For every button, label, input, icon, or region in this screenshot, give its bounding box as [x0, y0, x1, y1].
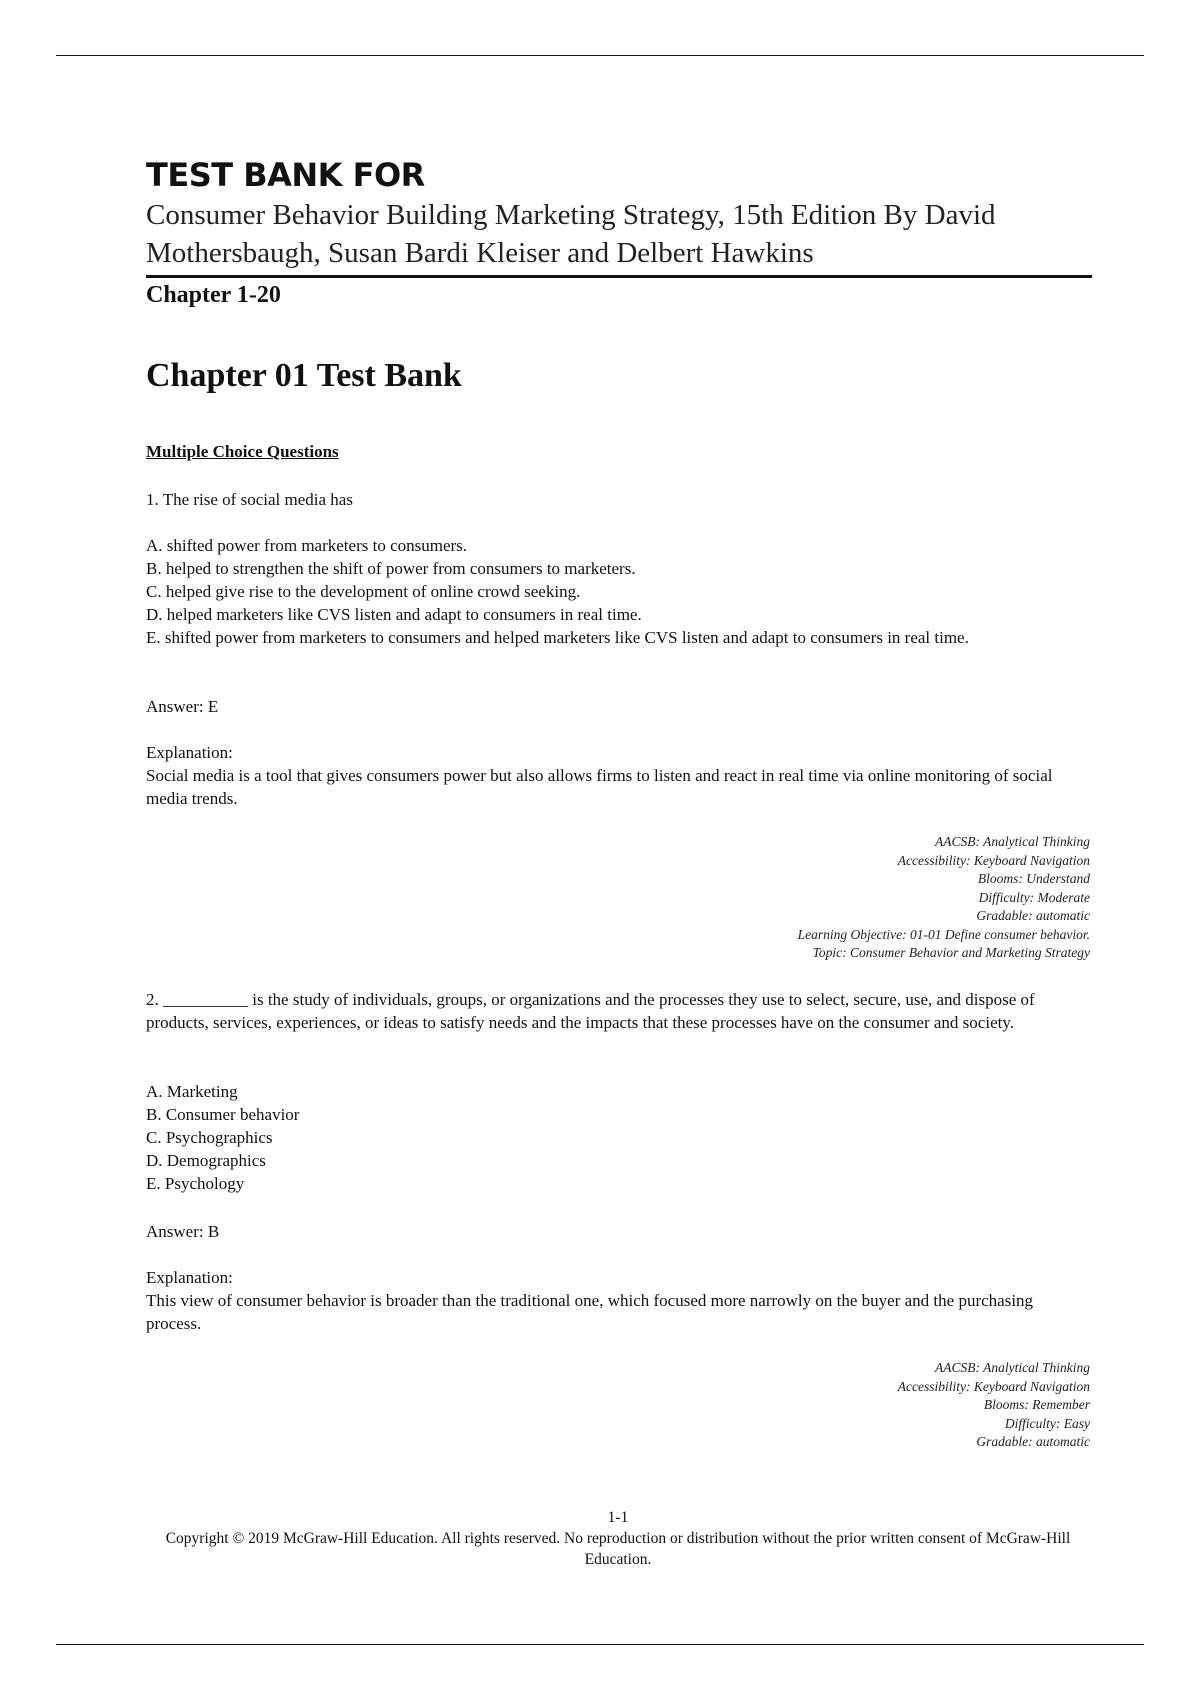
- meta-blooms: Blooms: Remember: [983, 1397, 1090, 1412]
- meta-difficulty: Difficulty: Easy: [1004, 1415, 1090, 1431]
- section-heading: Multiple Choice Questions: [146, 442, 339, 461]
- choice-a: A. shifted power from marketers to consumers.: [146, 536, 468, 555]
- book-title: Consumer Behavior Building Marketing Strategy, 15th Edition By David Mothersbaugh, Susan Bardi Kleiser and Delbert Hawkins: [146, 199, 996, 269]
- question-2-meta: [146, 1359, 1090, 1452]
- answer-text: Answer: E: [146, 697, 219, 716]
- question-2-explanation: [146, 1266, 1090, 1335]
- meta-learning-objective: Learning Objective: 01-01 Define consumer behavior.: [797, 926, 1090, 942]
- question-1: [146, 488, 1090, 511]
- explanation-text: Social media is a tool that gives consumers power but also allows firms to listen and react in real time via online monitoring of social media trends.: [146, 766, 1053, 808]
- choice-c: C. helped give rise to the development of online crowd seeking.: [146, 582, 581, 601]
- choice-e: E. Psychology: [146, 1174, 245, 1193]
- question-1-meta: [146, 833, 1090, 963]
- meta-difficulty: Difficulty: Moderate: [978, 889, 1090, 905]
- meta-gradable: Gradable: automatic: [976, 1434, 1090, 1449]
- question-2: [146, 988, 1090, 1034]
- meta-gradable: Gradable: automatic: [976, 908, 1090, 923]
- chapter-range: Chapter 1-20: [146, 282, 281, 308]
- choice-c: C. Psychographics: [146, 1128, 273, 1147]
- question-stem: 1. The rise of social media has: [146, 490, 353, 509]
- choice-d: D. helped marketers like CVS listen and adapt to consumers in real time.: [146, 605, 642, 624]
- bottom-divider: [56, 1644, 1144, 1645]
- page-footer: [146, 1507, 1090, 1570]
- choice-d: D. Demographics: [146, 1151, 266, 1170]
- question-1-choices: [146, 534, 1090, 649]
- question-1-answer: [146, 695, 1090, 718]
- meta-aacsb: AACSB: Analytical Thinking: [935, 834, 1090, 849]
- copyright-notice: Copyright © 2019 McGraw-Hill Education. All rights reserved. No reproduction or distribution without the prior written consent of McGraw-Hill Education.: [165, 1530, 1071, 1568]
- question-2-choices: [146, 1080, 1090, 1195]
- top-divider: [56, 55, 1144, 56]
- meta-topic: Topic: Consumer Behavior and Marketing Strategy: [812, 945, 1090, 960]
- choice-b: B. helped to strengthen the shift of power from consumers to marketers.: [146, 559, 636, 578]
- meta-accessibility: Accessibility: Keyboard Navigation: [897, 852, 1090, 868]
- explanation-label: Explanation:: [146, 1268, 233, 1287]
- title-divider: [146, 275, 1092, 278]
- explanation-label: Explanation:: [146, 743, 233, 762]
- chapter-heading: Chapter 01 Test Bank: [146, 357, 462, 394]
- choice-e: E. shifted power from marketers to consumers and helped marketers like CVS listen and adapt to consumers in real time.: [146, 628, 969, 647]
- choice-b: B. Consumer behavior: [146, 1105, 300, 1124]
- question-1-explanation: [146, 741, 1090, 810]
- meta-accessibility: Accessibility: Keyboard Navigation: [897, 1378, 1090, 1394]
- question-stem: 2. __________ is the study of individuals, groups, or organizations and the processes they use to select, secure, use, and dispose of products, services, experiences, or ideas to satisfy needs and the impacts that these processes have on the consumer and society.: [146, 990, 1035, 1032]
- answer-text: Answer: B: [146, 1222, 220, 1241]
- page-number: 1-1: [607, 1509, 629, 1526]
- question-2-answer: [146, 1220, 1090, 1243]
- test-bank-title: TEST BANK FOR: [146, 156, 425, 194]
- meta-aacsb: AACSB: Analytical Thinking: [935, 1360, 1090, 1375]
- explanation-text: This view of consumer behavior is broader than the traditional one, which focused more narrowly on the buyer and the purchasing process.: [146, 1291, 1034, 1333]
- meta-blooms: Blooms: Understand: [977, 871, 1090, 886]
- choice-a: A. Marketing: [146, 1082, 238, 1101]
